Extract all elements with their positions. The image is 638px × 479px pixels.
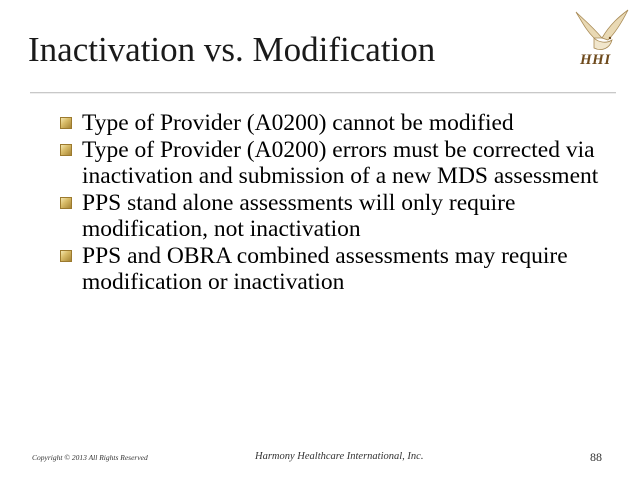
slide-title: Inactivation vs. Modification — [28, 30, 436, 69]
page-number: 88 — [590, 450, 602, 464]
square-bullet-icon — [60, 144, 72, 156]
square-bullet-icon — [60, 197, 72, 209]
square-bullet-icon — [60, 117, 72, 129]
bullet-item — [60, 243, 600, 296]
bullet-text: Type of Provider (A0200) errors must be corrected via inactivation and submission of a new MDS assessment — [82, 136, 599, 189]
bullet-list — [60, 110, 600, 296]
bullet-text: PPS stand alone assessments will only require modification, not inactivation — [82, 189, 516, 242]
bullet-item — [60, 190, 600, 243]
footer-company: Harmony Healthcare International, Inc. — [255, 451, 424, 462]
bullet-item — [60, 137, 600, 190]
bullet-item — [60, 110, 600, 137]
dove-logo-icon — [572, 8, 632, 78]
bullet-text: PPS and OBRA combined assessments may require modification or inactivation — [82, 242, 568, 295]
footer-copyright: Copyright © 2013 All Rights Reserved — [32, 453, 148, 462]
bullet-text: Type of Provider (A0200) cannot be modified — [82, 110, 514, 136]
title-divider — [30, 92, 616, 93]
logo-text: HHI — [580, 52, 611, 68]
square-bullet-icon — [60, 250, 72, 262]
